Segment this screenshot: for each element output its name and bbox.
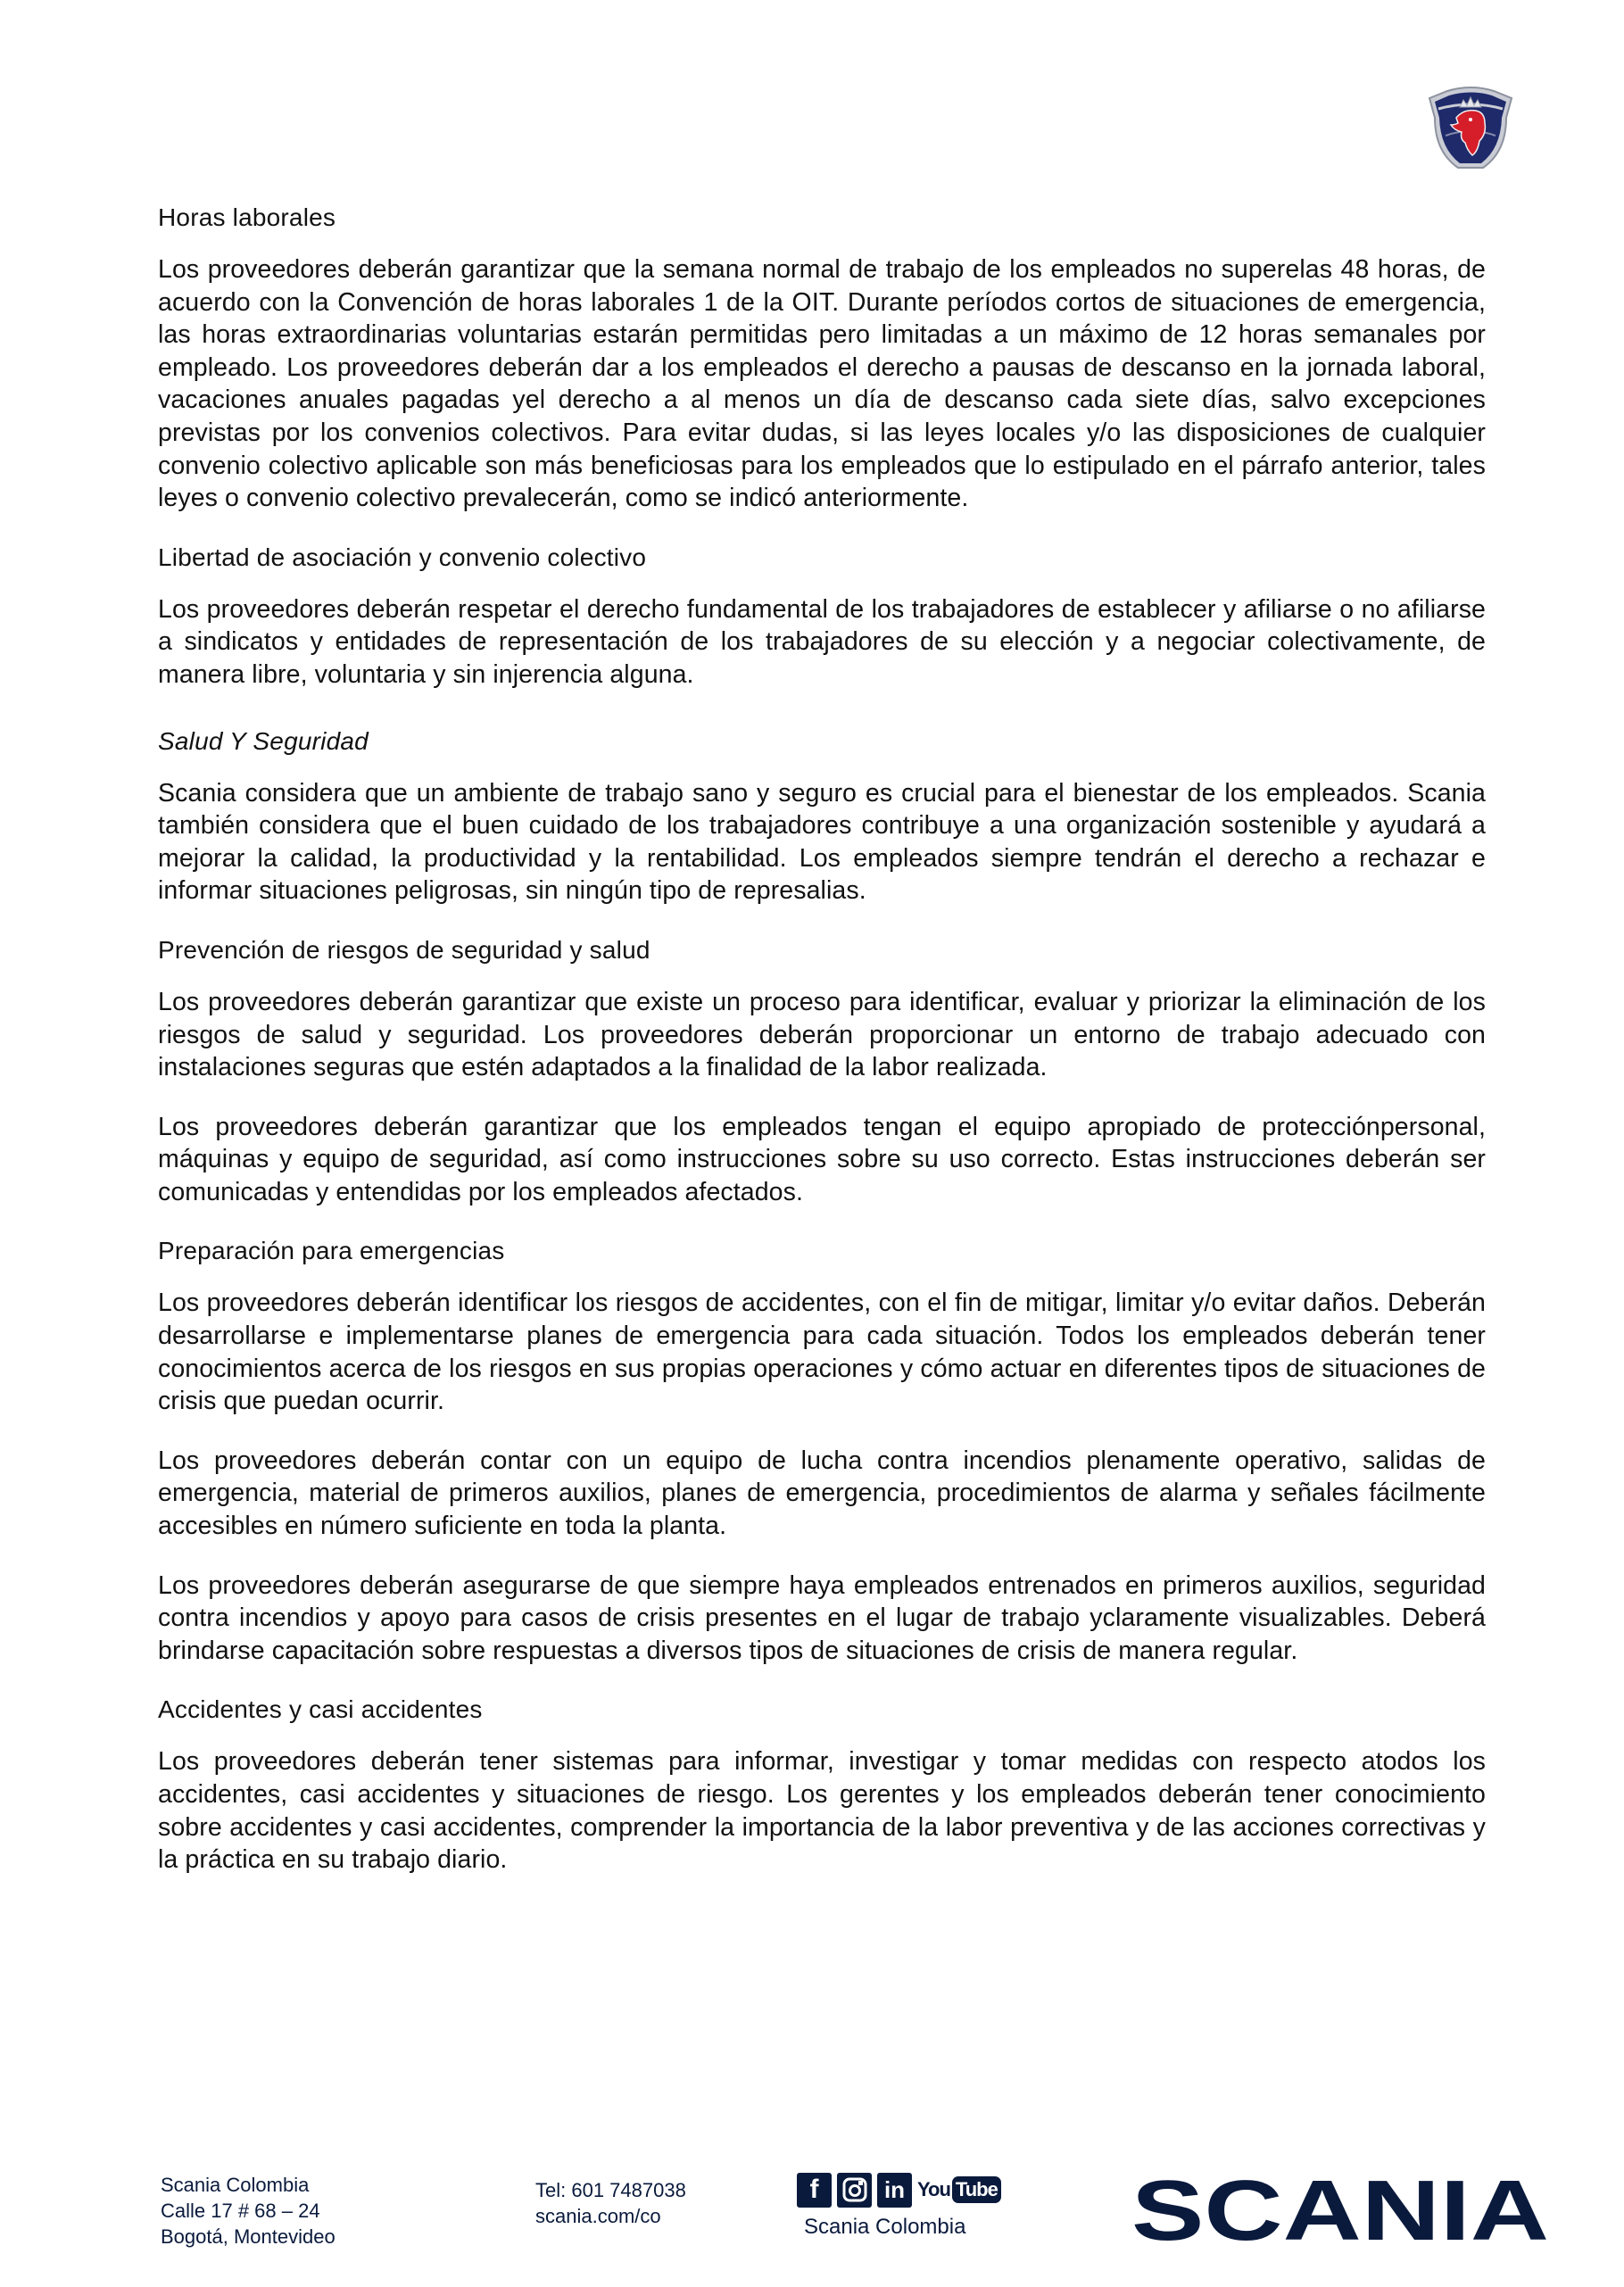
- footer-website-link[interactable]: scania.com/co: [535, 2205, 661, 2227]
- section-salud-seguridad: [158, 725, 1486, 907]
- section-paragraph: Los proveedores deberán garantizar que existe un proceso para identificar, evaluar y priorizar la eliminación de los riesgos de salud y seguridad. Los proveedores deberán proporcionar un entorno de trabajo adecuado con instalaciones seguras que estén adaptados a la finalidad de la labor realizada.: [158, 987, 1486, 1082]
- linkedin-glyph: in: [883, 2175, 906, 2203]
- section-heading: Accidentes y casi accidentes: [158, 1695, 483, 1724]
- section-paragraph: Los proveedores deberán respetar el derecho fundamental de los trabajadores de establecer y afiliarse o no afiliarse a sindicatos y entidades de representación de los trabajadores de su elección y a negociar colectivamente, de manera libre, voluntaria y sin injerencia alguna.: [158, 594, 1486, 689]
- section-paragraph: Los proveedores deberán contar con un equipo de lucha contra incendios plenamente operativo, salidas de emergencia, material de primeros auxilios, planes de emergencia, procedimientos de alarma y señales fácilmente accesibles en número suficiente en toda la planta.: [158, 1446, 1486, 1541]
- linkedin-icon[interactable]: [877, 2173, 912, 2208]
- section-heading: Preparación para emergencias: [158, 1237, 505, 1265]
- section-prevencion-riesgos: [158, 934, 1486, 1209]
- section-paragraph: Scania considera que un ambiente de trabajo sano y seguro es crucial para el bienestar de los empleados. Scania también considera que el buen cuidado de los trabajadores contribuye a una organización sostenible y ayudará a mejorar la calidad, la productividad y la rentabilidad. Los empleados siempre tendrán el derecho a rechazar e informar situaciones peligrosas, sin ningún tipo de represalias.: [158, 778, 1486, 906]
- social-icons-row: [797, 2172, 1020, 2208]
- section-heading: Libertad de asociación y convenio colectivo: [158, 543, 647, 571]
- wordmark-text: SCANIA: [1131, 2175, 1549, 2243]
- section-libertad-asociacion: [158, 542, 1486, 692]
- section-paragraph: Los proveedores deberán asegurarse de que siempre haya empleados entrenados en primeros auxilios, seguridad contra incendios y apoyo para casos de crisis presentes en el lugar de trabajo yclaramente visualizables. Deberá brindarse capacitación sobre respuestas a diversos tipos de situaciones de crisis de manera regular.: [158, 1570, 1486, 1665]
- footer-street: Calle 17 # 68 – 24: [161, 2200, 320, 2222]
- footer-social: [797, 2172, 1020, 2240]
- scania-wordmark-logo: [1131, 2175, 1560, 2243]
- facebook-icon[interactable]: [797, 2173, 832, 2208]
- scania-griffin-emblem-logo: [1421, 82, 1520, 173]
- footer-company-name: Scania Colombia: [161, 2174, 310, 2196]
- section-heading: Salud Y Seguridad: [158, 726, 369, 755]
- footer-phone[interactable]: Tel: 601 7487038: [535, 2179, 686, 2201]
- facebook-glyph: f: [809, 2175, 819, 2204]
- section-accidentes: [158, 1694, 1486, 1876]
- footer-address: [161, 2172, 336, 2250]
- section-heading: Horas laborales: [158, 203, 336, 231]
- youtube-icon[interactable]: [917, 2176, 1001, 2203]
- section-horas-laborales: [158, 202, 1486, 515]
- footer-city: Bogotá, Montevideo: [161, 2225, 336, 2248]
- section-paragraph: Los proveedores deberán tener sistemas para informar, investigar y tomar medidas con respecto atodos los accidentes, casi accidentes y situaciones de riesgo. Los gerentes y los empleados deberán tener conocimiento sobre accidentes y casi accidentes, comprender la importancia de la labor preventiva y de las acciones correctivas y la práctica en su trabajo diario.: [158, 1747, 1486, 1875]
- instagram-icon[interactable]: [837, 2173, 872, 2208]
- section-preparacion-emergencias: [158, 1235, 1486, 1667]
- page-footer: [0, 2168, 1624, 2258]
- document-body: [158, 202, 1486, 1893]
- social-label: Scania Colombia: [804, 2215, 966, 2239]
- section-paragraph: Los proveedores deberán garantizar que los empleados tengan el equipo apropiado de protecciónpersonal, máquinas y equipo de seguridad, así como instrucciones sobre su uso correcto. Estas instrucciones deberán ser comunicadas y entendidas por los empleados afectados.: [158, 1112, 1486, 1206]
- youtube-tube: Tube: [952, 2176, 1001, 2203]
- footer-contact: [535, 2177, 686, 2229]
- section-paragraph: Los proveedores deberán identificar los riesgos de accidentes, con el fin de mitigar, limitar y/o evitar daños. Deberán desarrollarse e implementarse planes de emergencia para cada situación. Todos los empleados deberán tener conocimientos acerca de los riesgos en sus propias operaciones y cómo actuar en diferentes tipos de situaciones de crisis que puedan ocurrir.: [158, 1289, 1486, 1416]
- youtube-you: You: [917, 2178, 950, 2200]
- section-paragraph: Los proveedores deberán garantizar que la semana normal de trabajo de los empleados no superelas 48 horas, de acuerdo con la Convención de horas laborales 1 de la OIT. Durante períodos cortos de situaciones de emergencia, las horas extraordinarias voluntarias estarán permitidas pero limitadas a un máximo de 12 horas semanales por empleado. Los proveedores deberán dar a los empleados el derecho a pausas de descanso en la jornada laboral, vacaciones anuales pagadas yel derecho a al menos un día de descanso cada siete días, salvo excepciones previstas por los convenios colectivos. Para evitar dudas, si las leyes locales y/o las disposiciones de cualquier convenio colectivo aplicable son más beneficiosas para los empleados que lo estipulado en el párrafo anterior, tales leyes o convenio colectivo prevalecerán, como se indicó anteriormente.: [158, 255, 1486, 513]
- section-heading: Prevención de riesgos de seguridad y salud: [158, 935, 650, 964]
